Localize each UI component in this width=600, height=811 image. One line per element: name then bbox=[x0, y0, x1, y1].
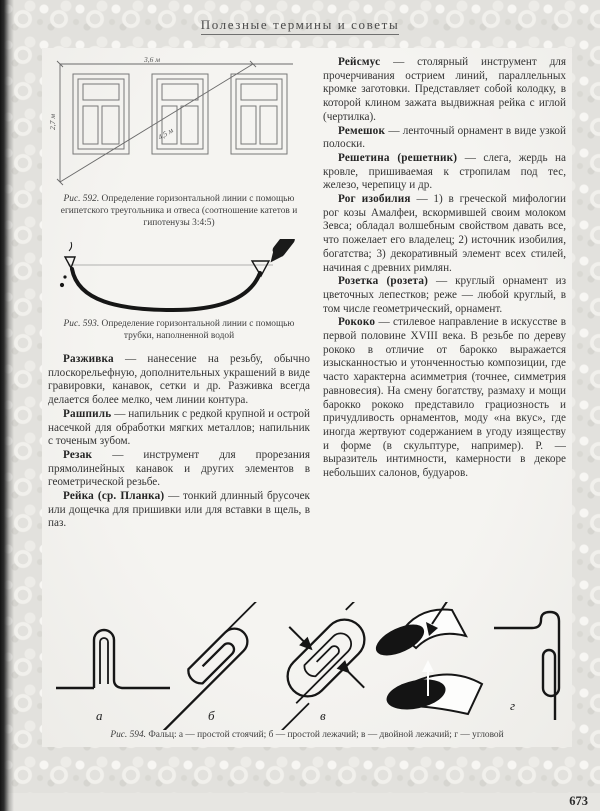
fig592-number: Рис. 592. bbox=[63, 194, 100, 204]
fig592-caption-text: Определение горизонтальной линии с помощью египетского треугольника и отвеса (соотношение катетов и гипотенузы 3:4:5) bbox=[60, 194, 298, 228]
fig594-caption-text: Фальц: а — простой стоячий; б — простой лежачий; в — двойной лежачий; г — угловой bbox=[148, 730, 504, 740]
entry-term: Рог изобилия bbox=[338, 193, 411, 206]
right-column bbox=[323, 56, 566, 602]
fig593-caption bbox=[52, 319, 306, 343]
glossary-entry bbox=[323, 125, 566, 152]
seam-b-label: б bbox=[208, 708, 215, 723]
left-entries bbox=[48, 353, 310, 531]
fig594-number: Рис. 594. bbox=[110, 730, 147, 740]
seam-g-label: г bbox=[510, 698, 516, 713]
dim-left-label: 2,7 м bbox=[48, 113, 57, 130]
pouring-vessel bbox=[265, 239, 297, 266]
water-tube-figure bbox=[48, 239, 300, 317]
seam-a-drawing bbox=[56, 630, 170, 688]
entry-definition: — тонкий длинный брусочек или дощечка для пришивки или для вставки в щель, в паз. bbox=[48, 490, 310, 530]
fig593-number: Рис. 593. bbox=[63, 319, 100, 330]
entry-definition: — ленточный орнамент в виде узкой полоски. bbox=[323, 124, 566, 151]
glossary-entry bbox=[323, 56, 566, 125]
page-header bbox=[0, 16, 600, 35]
page-header-text: Полезные термины и советы bbox=[201, 17, 400, 35]
left-column bbox=[48, 56, 310, 602]
book-spine-shadow bbox=[0, 0, 14, 811]
glossary-entry bbox=[323, 316, 566, 480]
dim-diagonal-label: 4,5 м bbox=[156, 125, 175, 142]
rolled-sheets-drawing bbox=[371, 602, 482, 714]
seam-a-label: а bbox=[96, 708, 103, 723]
fig594-caption bbox=[52, 730, 562, 742]
entry-definition: — столярный инструмент для прочерчивания острием линий, параллельных кромке заготовки. Представляет собой колодку, в которой клином зажата выдвижная рейка с иглой (чертилка). bbox=[323, 56, 566, 123]
entry-definition: — круглый орнамент из цветочных лепестков; реже — любой круглый, в том числе геометрический, орнамент. bbox=[323, 275, 566, 315]
seam-b-drawing bbox=[145, 602, 293, 730]
page-number: 673 bbox=[569, 794, 588, 808]
fig593-caption-text: Определение горизонтальной линии с помощью трубки, наполненной водой bbox=[101, 319, 295, 342]
glossary-entry bbox=[48, 490, 310, 531]
seam-types-figure bbox=[48, 602, 566, 730]
entry-term: Рококо bbox=[338, 316, 376, 329]
entry-term: Рейсмус bbox=[338, 56, 381, 68]
entry-definition: — слега, жердь на кровле, пришиваемая к стропилам под тес, железо, черепицу и др. bbox=[323, 151, 566, 192]
entry-term: Ремешок bbox=[338, 124, 386, 137]
page-content bbox=[42, 48, 572, 747]
glossary-entry bbox=[48, 449, 310, 490]
glossary-entry bbox=[323, 275, 566, 316]
seam-v-drawing bbox=[230, 602, 431, 730]
fig592-caption bbox=[52, 194, 306, 229]
glossary-entry bbox=[323, 152, 566, 193]
entry-definition: — 1) в греческой мифологии рог козы Амалфеи, вскормившей своим молоком Зевса; обладал волшебным свойством давать все, что пожелает его владелец; 2) источник изобилия, богатства; 3) декоративный элемент всех стилей, начиная с древних римлян. bbox=[323, 193, 566, 274]
entry-definition: — стилевое направление в искусстве в первой половине XVIII века. В резьбе по дереву рококо в отличие от барокко выражается изысканностью и утонченностью композиции, где часто характерна асимметрия (точнее, симметрия равновесия). На смену богатству, размаху и мощи барокко рококо представило грациозность и причудливость орнаментов, моду «на вкус», где иногда жертвуют содержанием в угоду изяществу и форме (в скульптуре, например). Р. — выразитель интимности, камерности в декоре небольших салонов, будуаров. bbox=[323, 316, 566, 480]
entry-term: Разживка bbox=[63, 352, 114, 365]
two-column-layout bbox=[48, 56, 566, 602]
dim-top-label: 3,6 м bbox=[144, 56, 161, 64]
entry-definition: — напильник с редкой крупной и острой насечкой для обработки мягких металлов; напильник с точеным зубом. bbox=[48, 407, 310, 448]
seam-v-label: в bbox=[320, 708, 326, 723]
egyptian-triangle-figure bbox=[48, 56, 300, 192]
seam-g-drawing bbox=[494, 612, 559, 720]
entry-definition: — нанесение на резьбу, обычно плоскорельефную, дополнительных украшений в виде гравировки, канавок, сетки и др. Разживка всегда делается более мелко, чем линии контура. bbox=[48, 352, 310, 407]
entry-term: Рейка (ср. Планка) bbox=[63, 490, 165, 503]
entry-term: Рашпиль bbox=[63, 407, 112, 420]
entry-definition: — инструмент для прорезания прямолинейных канавок и других элементов в геометрической резьбе. bbox=[48, 448, 311, 489]
glossary-entry bbox=[48, 353, 310, 408]
glossary-entry bbox=[323, 193, 566, 275]
glossary-entry bbox=[48, 408, 310, 449]
entry-term: Решетина (решетник) bbox=[338, 151, 458, 164]
entry-term: Розетка (розета) bbox=[338, 275, 429, 288]
entry-term: Резак bbox=[63, 448, 93, 461]
